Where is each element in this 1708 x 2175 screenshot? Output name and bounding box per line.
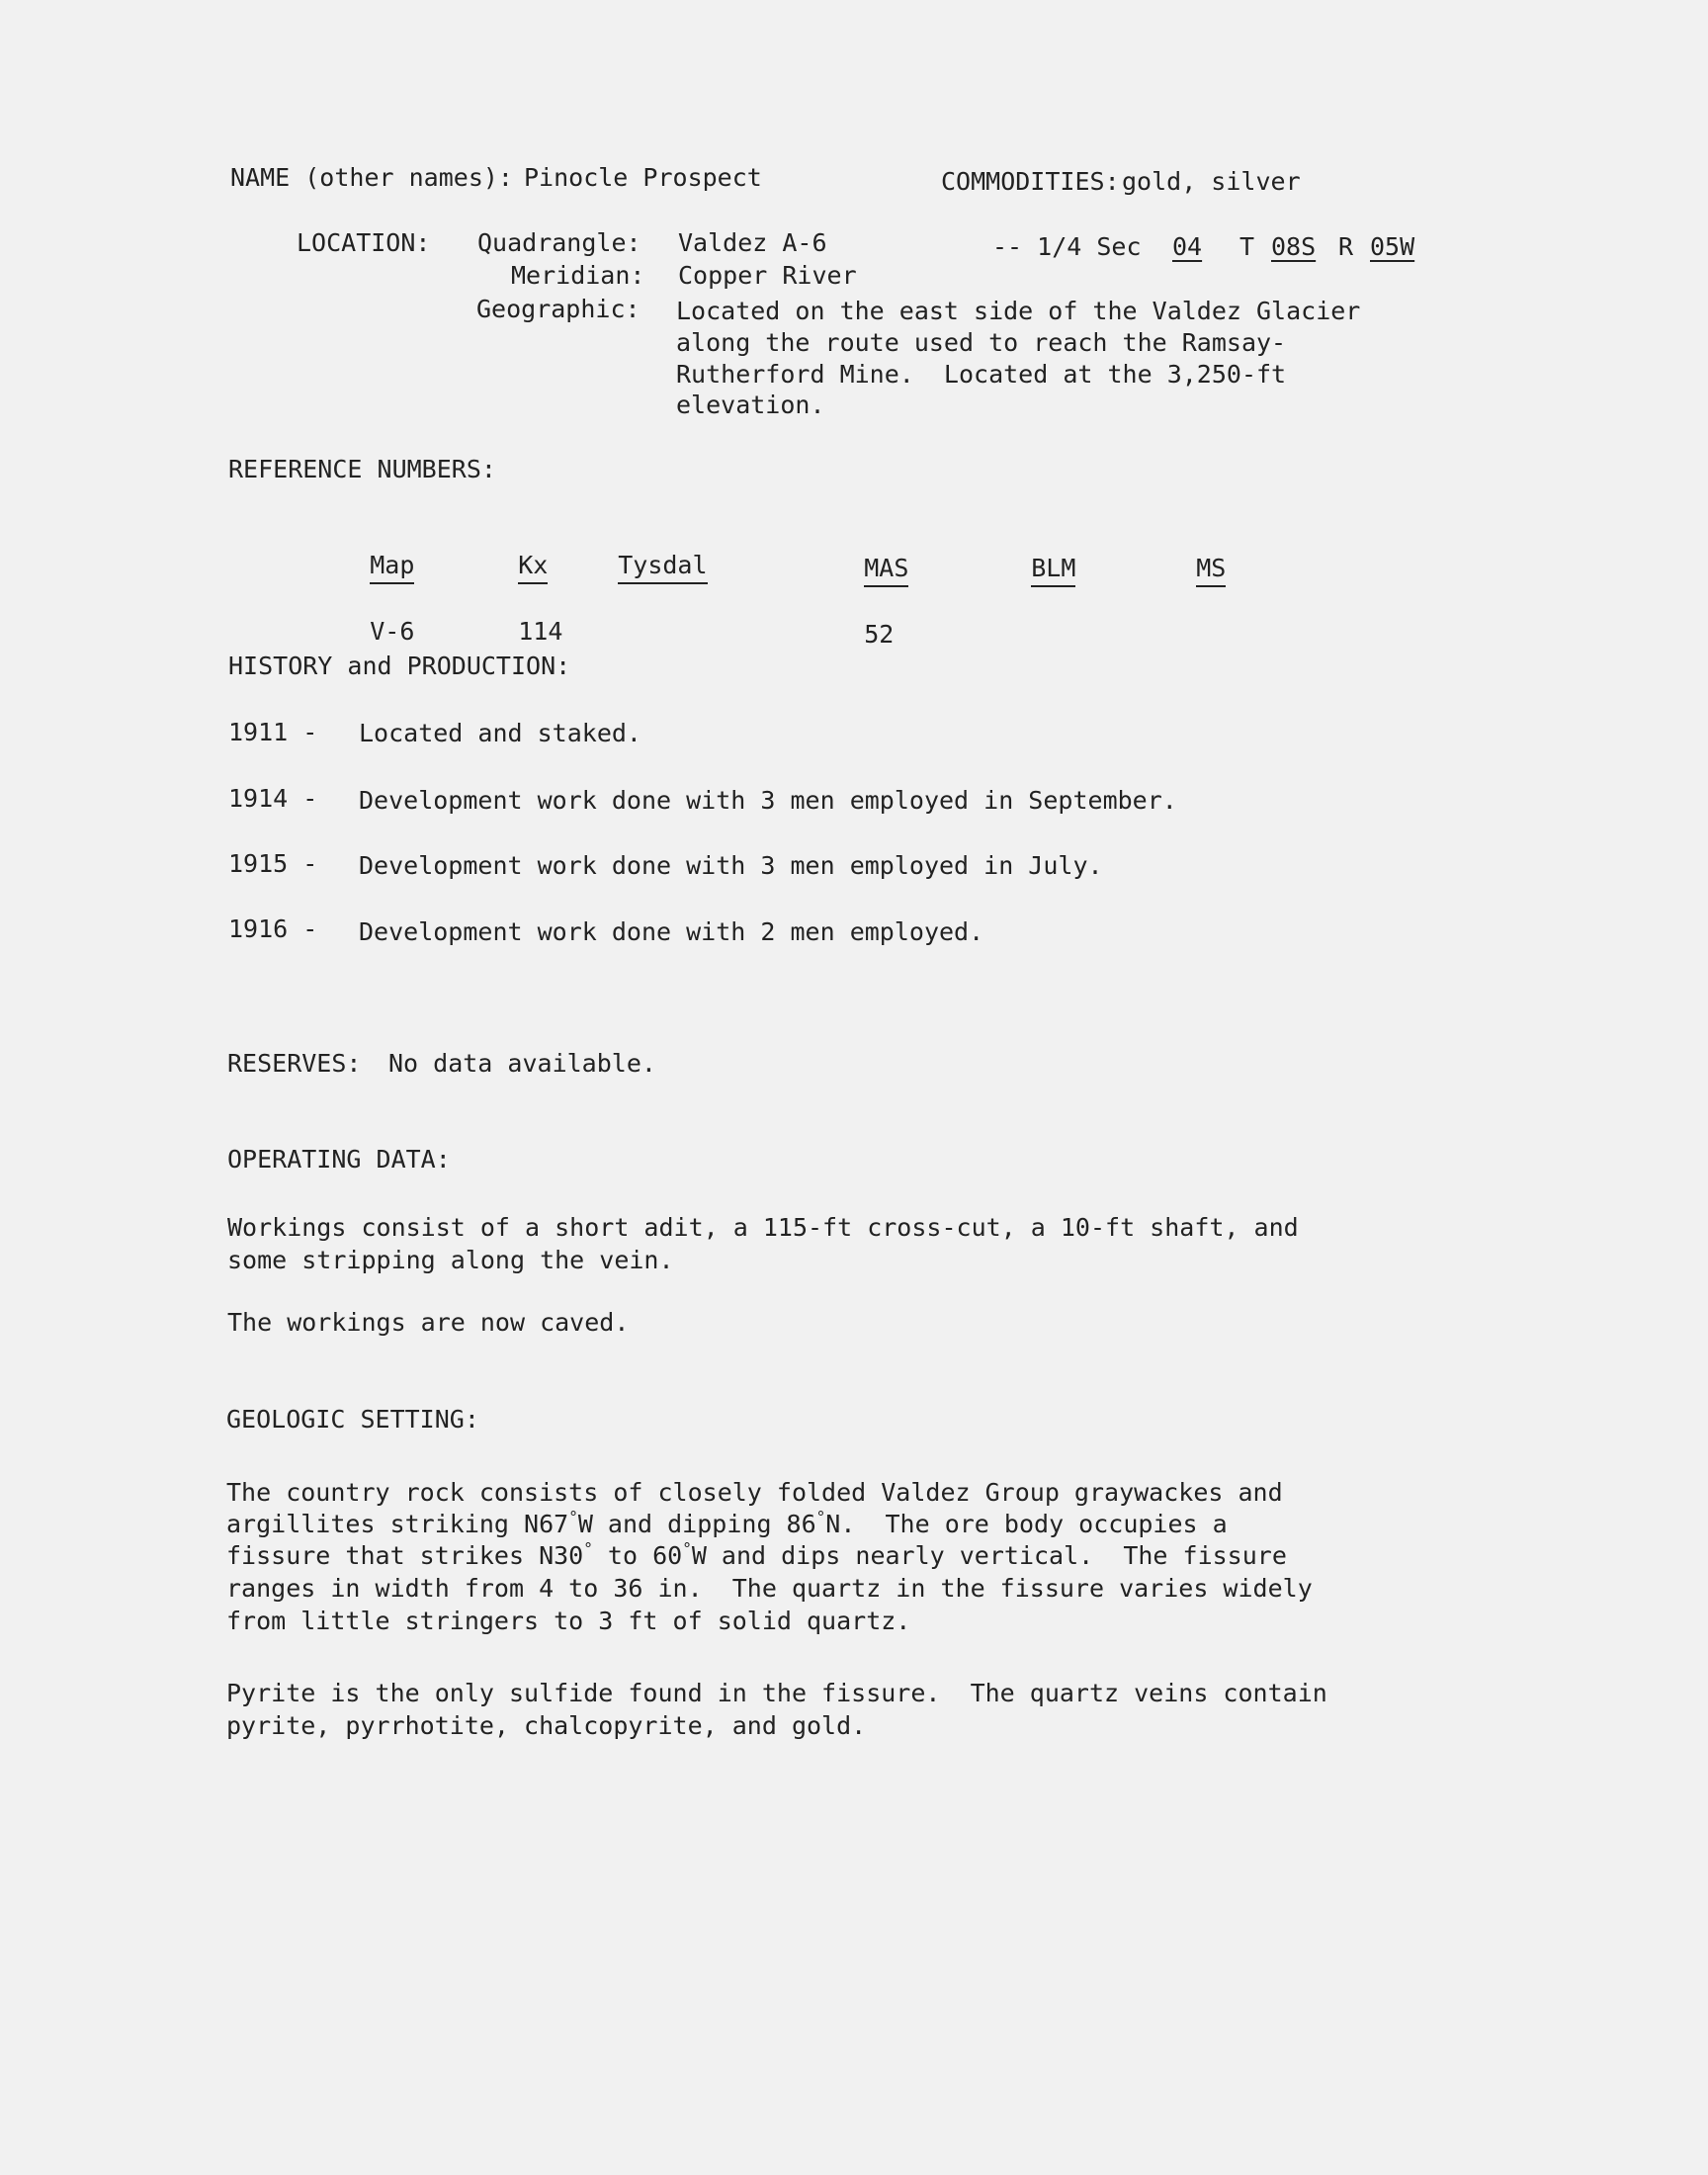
ref-value-kx: 114 [518,617,563,646]
ref-column-mas [805,521,908,682]
quadrangle-value: Valdez A-6 [678,228,827,257]
ref-head-mas: MAS [864,553,908,587]
ref-column-tysdal [558,518,708,679]
ref-head-kx: Kx [518,550,548,584]
history-year-1911: 1911 - [228,718,318,746]
history-year-1914: 1914 - [228,784,318,813]
geologic-line-3 [226,1540,1287,1575]
degree-symbol: ° [568,1508,578,1526]
operating-line-1: Workings consist of a short adit, a 115-ft cross-cut, a 10-ft shaft, and [227,1213,1299,1242]
geologic-line-2c: N. The ore body occupies a [825,1510,1228,1538]
reserves-value: No data available. [388,1049,656,1078]
geologic-line-1: The country rock consists of closely folded Valdez Group graywackes and [226,1478,1283,1507]
ref-value-map: V-6 [370,617,415,646]
geologic-line-3b: to 60 [592,1541,683,1570]
geologic-line-3c: W and dips nearly vertical. The fissure [691,1541,1287,1570]
geologic-line-2a: argillites striking N67 [226,1510,569,1538]
history-heading: HISTORY and PRODUCTION: [228,652,571,680]
meridian-label: Meridian: [511,261,645,290]
ref-value-mas: 52 [864,620,895,649]
geographic-line-4: elevation. [676,391,825,419]
history-text-1916: Development work done with 2 men employed. [359,917,984,946]
ref-head-blm: BLM [1031,553,1075,587]
range-label: R [1338,232,1354,261]
name-value: Pinocle Prospect [524,163,762,192]
range-value: 05W [1370,232,1415,261]
section-number: 04 [1172,232,1203,261]
geologic-line-2 [226,1509,1228,1543]
commodities-label: COMMODITIES: [941,167,1120,196]
operating-para-2: The workings are now caved. [227,1308,630,1337]
section-quarter: -- 1/4 Sec [992,232,1142,261]
geologic-heading: GEOLOGIC SETTING: [226,1405,479,1434]
ref-head-tysdal: Tysdal [618,550,707,584]
geologic-line-5: from little stringers to 3 ft of solid quartz. [226,1607,911,1635]
geologic-para-2-line-1: Pyrite is the only sulfide found in the fissure. The quartz veins contain [226,1679,1327,1707]
ref-column-ms [1137,521,1226,682]
reference-heading: REFERENCE NUMBERS: [228,455,496,483]
operating-heading: OPERATING DATA: [227,1145,451,1174]
degree-symbol: ° [682,1539,692,1558]
degree-symbol: ° [583,1539,593,1558]
geographic-line-2: along the route used to reach the Ramsay- [676,328,1287,357]
geologic-line-2b: W and dipping 86 [577,1510,816,1538]
ref-column-blm [972,521,1075,682]
reserves-label: RESERVES: [227,1049,362,1078]
history-text-1914: Development work done with 3 men employed in September. [359,786,1177,815]
geologic-line-3a: fissure that strikes N30 [226,1541,584,1570]
history-text-1915: Development work done with 3 men employed in July. [359,851,1103,880]
commodities-value: gold, silver [1122,167,1301,196]
geographic-line-3: Rutherford Mine. Located at the 3,250-ft [676,360,1287,389]
geographic-label: Geographic: [476,295,640,323]
history-year-1915: 1915 - [228,849,318,878]
history-year-1916: 1916 - [228,914,318,943]
township-value: 08S [1271,232,1317,261]
history-text-1911: Located and staked. [359,719,641,747]
degree-symbol: ° [815,1508,826,1526]
operating-line-2: some stripping along the vein. [227,1246,674,1274]
geologic-para-2-line-2: pyrite, pyrrhotite, chalcopyrite, and gold. [226,1711,867,1740]
name-label: NAME (other names): [230,163,513,192]
geologic-line-4: ranges in width from 4 to 36 in. The quartz in the fissure varies widely [226,1574,1313,1603]
ref-head-ms: MS [1196,553,1226,587]
location-label: LOCATION: [297,228,431,257]
geographic-line-1: Located on the east side of the Valdez Glacier [676,297,1361,325]
quadrangle-label: Quadrangle: [477,228,641,257]
meridian-value: Copper River [678,261,857,290]
ref-head-map: Map [370,550,414,584]
township-label: T [1239,232,1255,261]
